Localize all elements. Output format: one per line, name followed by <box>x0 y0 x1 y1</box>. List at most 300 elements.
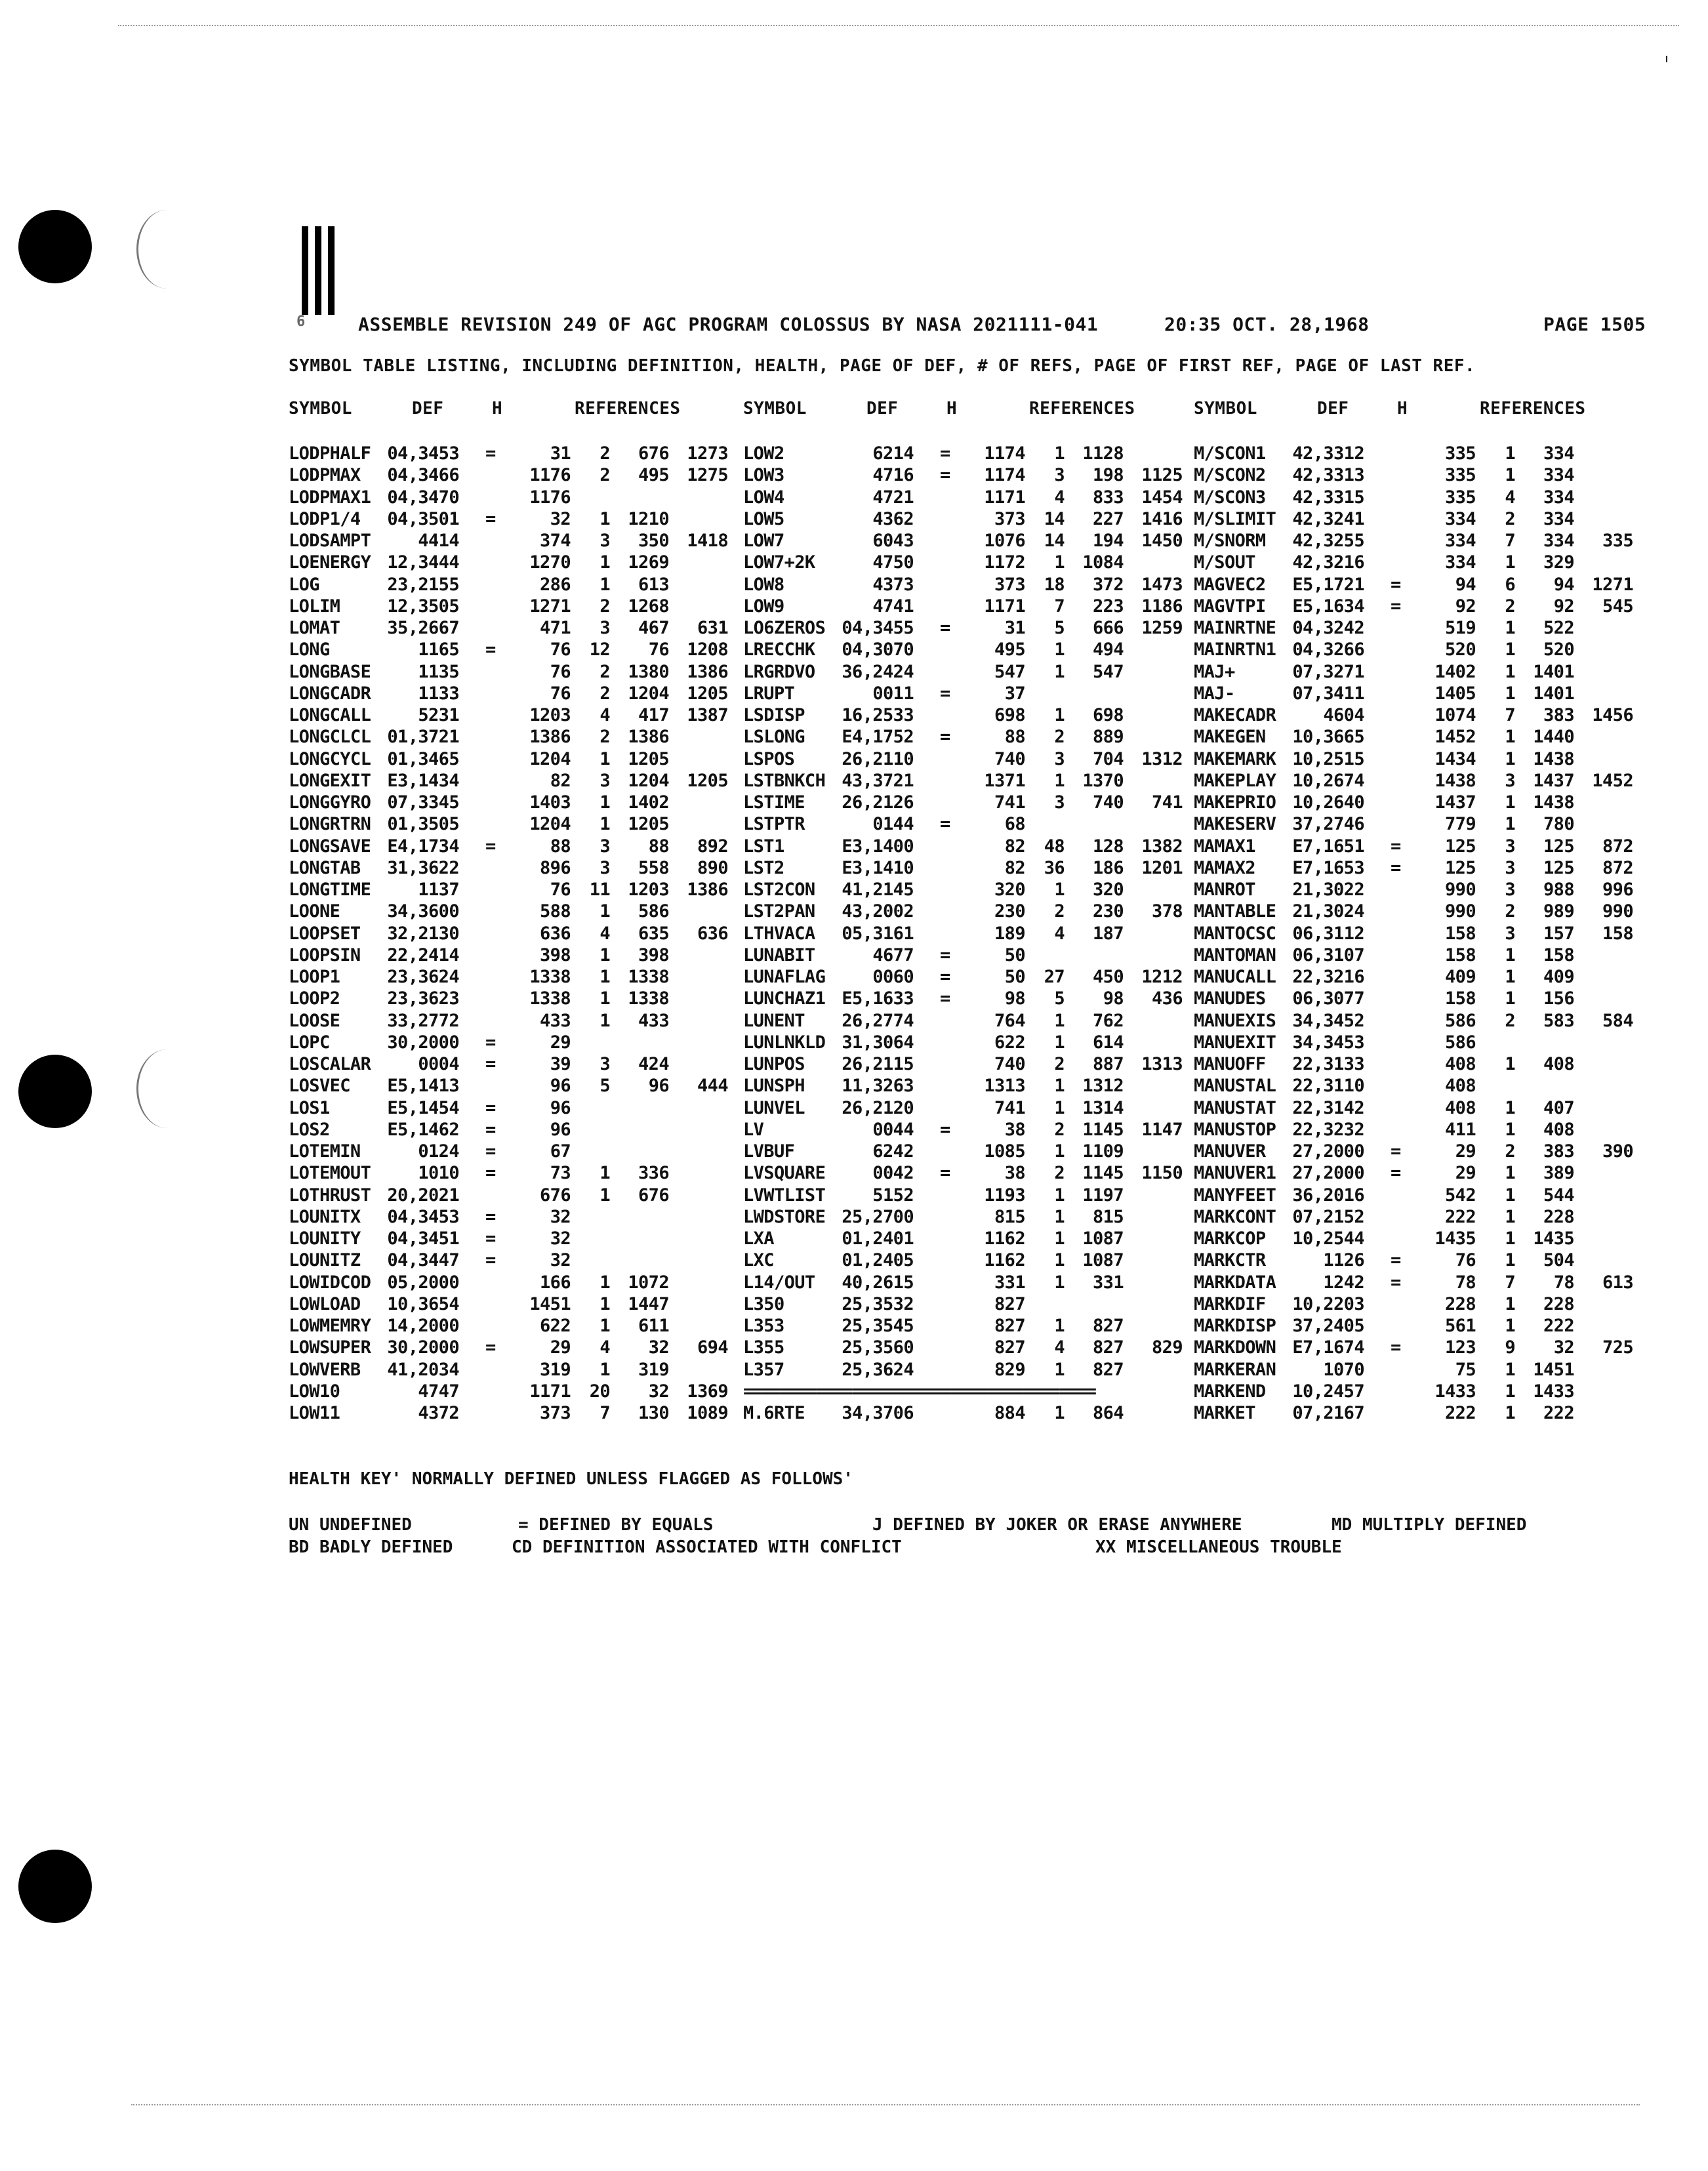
cell-last-ref: 1186 <box>1141 596 1183 617</box>
cell-symbol: LOMAT <box>289 618 340 638</box>
cell-symbol: LOWSUPER <box>289 1337 371 1358</box>
cell-last-ref: 444 <box>697 1076 728 1097</box>
cell-first-ref: 408 <box>1543 1054 1574 1074</box>
col-header-symbol-1: SYMBOL <box>289 399 352 418</box>
cell-page: 29 <box>550 1337 571 1358</box>
cell-page: 622 <box>994 1032 1025 1053</box>
cell-first-ref: 320 <box>1093 880 1124 900</box>
table-row <box>289 1360 1699 1381</box>
cell-symbol: MAKEPRIO <box>1194 792 1276 813</box>
cell-page: 78 <box>1455 1272 1476 1293</box>
cell-first-ref: 1380 <box>628 661 669 682</box>
cell-page: 29 <box>1455 1163 1476 1184</box>
cell-page: 829 <box>994 1359 1025 1380</box>
cell-symbol: LODPMAX1 <box>289 487 371 508</box>
cell-def: 4373 <box>872 574 914 595</box>
cell-symbol: LST1 <box>743 836 784 857</box>
cell-page: 96 <box>550 1076 571 1097</box>
cell-page: 82 <box>1004 857 1025 878</box>
cell-symbol: LUNSPH <box>743 1076 805 1097</box>
cell-page: 1204 <box>529 814 571 835</box>
table-row <box>289 683 1699 704</box>
cell-first-ref: 1438 <box>1533 792 1574 813</box>
cell-symbol: LOOP1 <box>289 967 340 987</box>
cell-last-ref: 1312 <box>1141 748 1183 769</box>
cell-first-ref: 613 <box>638 574 669 595</box>
cell-symbol: MANUVER1 <box>1194 1163 1276 1184</box>
cell-last-ref: 1271 <box>1592 574 1633 595</box>
cell-symbol: MARKDIF <box>1194 1293 1266 1314</box>
cell-def: 0044 <box>872 1119 914 1140</box>
cell-ref-count: 2 <box>1054 1163 1065 1184</box>
cell-last-ref: 1205 <box>687 683 728 704</box>
cell-symbol: LONGCALL <box>289 705 371 725</box>
cell-first-ref: 32 <box>648 1381 669 1402</box>
cell-health: = <box>485 1141 496 1162</box>
cell-def: E4,1734 <box>387 836 459 857</box>
cell-def: 23,2155 <box>387 574 459 595</box>
cell-first-ref: 504 <box>1543 1250 1574 1271</box>
cell-def: 36,2016 <box>1292 1185 1364 1206</box>
cell-page: 409 <box>1445 967 1476 987</box>
cell-first-ref: 827 <box>1093 1359 1124 1380</box>
cell-symbol: LVSQUARE <box>743 1163 826 1184</box>
cell-def: E5,1721 <box>1292 574 1364 595</box>
cell-first-ref: 156 <box>1543 988 1574 1009</box>
cell-symbol: MANUSTAL <box>1194 1076 1276 1097</box>
cell-ref-count: 1 <box>1054 705 1065 725</box>
cell-first-ref: 334 <box>1543 508 1574 529</box>
cell-symbol: LOW4 <box>743 487 784 508</box>
cell-def: 37,2405 <box>1292 1316 1364 1336</box>
cell-health: = <box>940 1119 950 1140</box>
cell-symbol: MANTOCSC <box>1194 923 1276 944</box>
cell-ref-count: 2 <box>600 661 610 682</box>
cell-page: 1076 <box>984 531 1025 551</box>
cell-page: 50 <box>1004 944 1025 965</box>
table-row <box>289 1163 1699 1184</box>
cell-first-ref: 223 <box>1093 596 1124 617</box>
cell-page: 1386 <box>529 727 571 748</box>
cell-ref-count: 1 <box>1054 770 1065 791</box>
table-row <box>289 1076 1699 1097</box>
table-row <box>289 618 1699 639</box>
cell-symbol: LOOSE <box>289 1010 340 1031</box>
cell-symbol: LOW8 <box>743 574 784 595</box>
cell-first-ref: 230 <box>1093 901 1124 922</box>
cell-ref-count: 1 <box>600 792 610 813</box>
cell-def: 04,3451 <box>387 1228 459 1249</box>
cell-last-ref: 1386 <box>687 880 728 900</box>
cell-ref-count: 36 <box>1044 857 1065 878</box>
cell-symbol: LUNCHAZ1 <box>743 988 826 1009</box>
cell-page: 1435 <box>1434 1228 1476 1249</box>
table-row <box>289 1316 1699 1337</box>
table-row <box>289 727 1699 748</box>
cell-last-ref: 990 <box>1602 901 1633 922</box>
cell-symbol: MAMAX1 <box>1194 836 1255 857</box>
cell-health: = <box>485 1206 496 1227</box>
cell-symbol: MANROT <box>1194 880 1255 900</box>
cell-symbol: MARKDISP <box>1194 1316 1276 1336</box>
cell-symbol: LOS2 <box>289 1119 330 1140</box>
cell-last-ref: 390 <box>1602 1141 1633 1162</box>
cell-page: 166 <box>540 1272 571 1293</box>
cell-first-ref: 198 <box>1093 465 1124 486</box>
cell-ref-count: 1 <box>1054 1403 1065 1423</box>
cell-symbol: LONGEXIT <box>289 770 371 791</box>
cell-first-ref: 614 <box>1093 1032 1124 1053</box>
col-header-references-2: REFERENCES <box>1029 399 1135 418</box>
cell-first-ref: 989 <box>1543 901 1574 922</box>
cell-health: = <box>485 1032 496 1053</box>
cell-ref-count: 1 <box>600 508 610 529</box>
cell-first-ref: 128 <box>1093 836 1124 857</box>
cell-page: 319 <box>540 1359 571 1380</box>
cell-symbol: LONGCADR <box>289 683 371 704</box>
cell-page: 740 <box>994 748 1025 769</box>
cell-symbol: LONGGYRO <box>289 792 371 813</box>
cell-health: = <box>940 967 950 987</box>
cell-ref-count: 3 <box>1054 748 1065 769</box>
cell-ref-count: 3 <box>600 1054 610 1074</box>
cell-health: = <box>485 1119 496 1140</box>
cell-def: 25,3532 <box>842 1293 914 1314</box>
cell-ref-count: 1 <box>1505 1403 1515 1423</box>
cell-def: 04,3070 <box>842 639 914 660</box>
cell-def: 26,2126 <box>842 792 914 813</box>
cell-symbol: M/SNORM <box>1194 531 1266 551</box>
cell-symbol: LONGCYCL <box>289 748 371 769</box>
cell-last-ref: 1259 <box>1141 618 1183 638</box>
cell-symbol: LOLIM <box>289 596 340 617</box>
cell-page: 39 <box>550 1054 571 1074</box>
cell-ref-count: 1 <box>1505 727 1515 748</box>
cell-page: 76 <box>1455 1250 1476 1271</box>
cell-def: 26,2774 <box>842 1010 914 1031</box>
cell-ref-count: 1 <box>1505 1250 1515 1271</box>
cell-page: 75 <box>1455 1359 1476 1380</box>
cell-ref-count: 1 <box>600 748 610 769</box>
cell-page: 1204 <box>529 748 571 769</box>
cell-first-ref: 94 <box>1553 574 1574 595</box>
cell-first-ref: 494 <box>1093 639 1124 660</box>
cell-symbol: LOS1 <box>289 1097 330 1118</box>
cell-symbol: LST2CON <box>743 880 815 900</box>
cell-health: = <box>940 727 950 748</box>
cell-first-ref: 32 <box>1553 1337 1574 1358</box>
cell-page: 586 <box>1445 1032 1476 1053</box>
table-row <box>289 509 1699 530</box>
cell-page: 334 <box>1445 531 1476 551</box>
cell-symbol: MANUEXIT <box>1194 1032 1276 1053</box>
cell-first-ref: 1205 <box>628 814 669 835</box>
cell-ref-count: 5 <box>1054 618 1065 638</box>
cell-health: = <box>940 443 950 464</box>
cell-def: 4750 <box>872 552 914 573</box>
table-row <box>289 531 1699 552</box>
cell-def: 22,3216 <box>1292 967 1364 987</box>
cell-symbol: LOW10 <box>289 1381 340 1402</box>
cell-def: 41,2034 <box>387 1359 459 1380</box>
cell-first-ref: 495 <box>638 465 669 486</box>
edge-mark <box>1666 56 1667 62</box>
cell-symbol: MARKCTR <box>1194 1250 1266 1271</box>
cell-first-ref: 383 <box>1543 1141 1574 1162</box>
cell-def: 04,3266 <box>1292 639 1364 660</box>
cell-symbol: MAJ- <box>1194 683 1235 704</box>
cell-health: = <box>485 836 496 857</box>
cell-last-ref: 1089 <box>687 1403 728 1423</box>
cell-def: 0144 <box>872 814 914 835</box>
cell-page: 82 <box>1004 836 1025 857</box>
cell-symbol: LRGRDVO <box>743 661 815 682</box>
cell-def: E5,1413 <box>387 1076 459 1097</box>
cell-def: 6043 <box>872 531 914 551</box>
cell-symbol: LOW7+2K <box>743 552 815 573</box>
cell-def: 1010 <box>418 1163 459 1184</box>
cell-symbol: LST2 <box>743 857 784 878</box>
cell-page: 88 <box>550 836 571 857</box>
cell-page: 1203 <box>529 705 571 725</box>
cell-first-ref: 1210 <box>628 508 669 529</box>
cell-first-ref: 433 <box>638 1010 669 1031</box>
table-row <box>289 1141 1699 1162</box>
cell-last-ref: 1387 <box>687 705 728 725</box>
cell-ref-count: 1 <box>1505 1359 1515 1380</box>
table-row <box>289 858 1699 879</box>
cell-def: 07,3271 <box>1292 661 1364 682</box>
cell-symbol: MANUOFF <box>1194 1054 1266 1074</box>
table-row <box>289 771 1699 792</box>
cell-page: 1452 <box>1434 727 1476 748</box>
cell-first-ref: 1205 <box>628 748 669 769</box>
cell-page: 1371 <box>984 770 1025 791</box>
cell-symbol: LONGCLCL <box>289 727 371 748</box>
cell-page: 31 <box>550 443 571 464</box>
cell-def: E4,1752 <box>842 727 914 748</box>
cell-page: 1438 <box>1434 770 1476 791</box>
cell-ref-count: 4 <box>1054 1337 1065 1358</box>
cell-ref-count: 2 <box>1505 901 1515 922</box>
cell-ref-count: 1 <box>1054 1272 1065 1293</box>
cell-symbol: MAKEMARK <box>1194 748 1276 769</box>
cell-symbol: LOUNITX <box>289 1206 361 1227</box>
cell-ref-count: 1 <box>1505 465 1515 486</box>
cell-def: 10,2457 <box>1292 1381 1364 1402</box>
cell-def: 1126 <box>1323 1250 1364 1271</box>
table-row <box>289 988 1699 1009</box>
cell-page: 158 <box>1445 944 1476 965</box>
cell-last-ref: 1150 <box>1141 1163 1183 1184</box>
cell-ref-count: 1 <box>1505 988 1515 1009</box>
cell-page: 50 <box>1004 967 1025 987</box>
cell-first-ref: 1312 <box>1082 1076 1124 1097</box>
cell-page: 519 <box>1445 618 1476 638</box>
cell-ref-count: 1 <box>1054 1097 1065 1118</box>
table-row <box>289 1098 1699 1119</box>
cell-page: 411 <box>1445 1119 1476 1140</box>
cell-def: 5152 <box>872 1185 914 1206</box>
table-row <box>289 749 1699 770</box>
cell-last-ref: 1386 <box>687 661 728 682</box>
cell-ref-count: 1 <box>600 552 610 573</box>
cell-def: 42,3255 <box>1292 531 1364 551</box>
cell-def: 4716 <box>872 465 914 486</box>
cell-page: 335 <box>1445 465 1476 486</box>
cell-first-ref: 334 <box>1543 443 1574 464</box>
cell-ref-count: 1 <box>600 1010 610 1031</box>
col-header-references-3: REFERENCES <box>1480 399 1586 418</box>
cell-ref-count: 2 <box>600 465 610 486</box>
cell-ref-count: 1 <box>1505 748 1515 769</box>
cell-page: 158 <box>1445 988 1476 1009</box>
cell-ref-count: 4 <box>1505 487 1515 508</box>
cell-health: = <box>1391 1272 1401 1293</box>
cell-page: 622 <box>540 1316 571 1336</box>
cell-ref-count: 1 <box>1505 443 1515 464</box>
cell-def: 43,3721 <box>842 770 914 791</box>
cell-ref-count: 3 <box>1054 792 1065 813</box>
cell-ref-count: 1 <box>1505 1293 1515 1314</box>
cell-def: 23,3623 <box>387 988 459 1009</box>
health-key-bd: BD BADLY DEFINED <box>289 1537 453 1557</box>
cell-ref-count: 1 <box>1054 552 1065 573</box>
cell-page: 68 <box>1004 814 1025 835</box>
cell-page: 38 <box>1004 1163 1025 1184</box>
cell-def: 11,3263 <box>842 1076 914 1097</box>
cell-symbol: LSDISP <box>743 705 805 725</box>
cell-def: 06,3107 <box>1292 944 1364 965</box>
cell-symbol: M/SLIMIT <box>1194 508 1276 529</box>
cell-ref-count: 1 <box>1505 1054 1515 1074</box>
cell-symbol: LVWTLIST <box>743 1185 826 1206</box>
cell-symbol: MARKDATA <box>1194 1272 1276 1293</box>
cell-ref-count: 4 <box>1054 487 1065 508</box>
cell-def: 34,3453 <box>1292 1032 1364 1053</box>
cell-ref-count: 1 <box>1505 1228 1515 1249</box>
cell-symbol: L353 <box>743 1316 784 1336</box>
cell-last-ref: 872 <box>1602 857 1633 878</box>
cell-def: 25,3560 <box>842 1337 914 1358</box>
health-key-xx: XX MISCELLANEOUS TROUBLE <box>1095 1537 1342 1557</box>
cell-ref-count: 3 <box>1054 465 1065 486</box>
cell-first-ref: 334 <box>1543 531 1574 551</box>
cell-symbol: MAGVEC2 <box>1194 574 1266 595</box>
cell-first-ref: 186 <box>1093 857 1124 878</box>
cell-page: 38 <box>1004 1119 1025 1140</box>
cell-ref-count: 1 <box>1505 1119 1515 1140</box>
cell-page: 1193 <box>984 1185 1025 1206</box>
table-row <box>289 639 1699 660</box>
cell-first-ref: 833 <box>1093 487 1124 508</box>
cell-first-ref: 887 <box>1093 1054 1124 1074</box>
cell-page: 1270 <box>529 552 571 573</box>
health-key-equals: = DEFINED BY EQUALS <box>518 1515 714 1535</box>
cell-symbol: LOENERGY <box>289 552 371 573</box>
cell-first-ref: 522 <box>1543 618 1574 638</box>
cell-page: 698 <box>994 705 1025 725</box>
cell-symbol: LODSAMPT <box>289 531 371 551</box>
cell-health: = <box>485 1250 496 1271</box>
cell-def: 21,3024 <box>1292 901 1364 922</box>
cell-symbol: MARKDOWN <box>1194 1337 1276 1358</box>
cell-symbol: LONGRTRN <box>289 814 371 835</box>
cell-first-ref: 1338 <box>628 967 669 987</box>
cell-page: 896 <box>540 857 571 878</box>
cell-last-ref: 1205 <box>687 770 728 791</box>
cell-ref-count: 1 <box>1054 1185 1065 1206</box>
cell-health: = <box>485 1337 496 1358</box>
cell-symbol: MAINRTN1 <box>1194 639 1276 660</box>
cell-symbol: LOW11 <box>289 1403 340 1423</box>
cell-def: E7,1653 <box>1292 857 1364 878</box>
cell-ref-count: 3 <box>1505 880 1515 900</box>
cell-ref-count: 3 <box>600 531 610 551</box>
cell-symbol: L14/OUT <box>743 1272 815 1293</box>
cell-symbol: LOOPSET <box>289 923 361 944</box>
cell-symbol: LOWIDCOD <box>289 1272 371 1293</box>
table-row <box>289 1011 1699 1032</box>
col-header-h-1: H <box>492 399 503 418</box>
cell-ref-count: 1 <box>1505 944 1515 965</box>
cell-def: 04,3453 <box>387 1206 459 1227</box>
cell-page: 32 <box>550 1206 571 1227</box>
cell-def: E3,1434 <box>387 770 459 791</box>
cell-last-ref: 741 <box>1152 792 1183 813</box>
cell-def: 4677 <box>872 944 914 965</box>
cell-def: 05,3161 <box>842 923 914 944</box>
cell-first-ref: 1437 <box>1533 770 1574 791</box>
table-row <box>289 1272 1699 1293</box>
cell-health: = <box>940 988 950 1009</box>
cell-page: 471 <box>540 618 571 638</box>
cell-def: 10,2674 <box>1292 770 1364 791</box>
cell-def: 10,3654 <box>387 1293 459 1314</box>
cell-symbol: LODPMAX <box>289 465 361 486</box>
cell-page: 76 <box>550 880 571 900</box>
cell-ref-count: 3 <box>1505 770 1515 791</box>
col-header-def-2: DEF <box>866 399 899 418</box>
cell-ref-count: 1 <box>1054 1032 1065 1053</box>
cell-health: = <box>485 1163 496 1184</box>
health-key-un: UN UNDEFINED <box>289 1515 412 1535</box>
cell-ref-count: 1 <box>1054 1316 1065 1336</box>
cell-ref-count: 3 <box>1505 836 1515 857</box>
cell-page: 764 <box>994 1010 1025 1031</box>
cell-first-ref: 558 <box>638 857 669 878</box>
cell-def: 04,3455 <box>842 618 914 638</box>
cell-ref-count: 1 <box>600 1163 610 1184</box>
table-row <box>289 1294 1699 1315</box>
cell-def: 01,2401 <box>842 1228 914 1249</box>
cell-first-ref: 383 <box>1543 705 1574 725</box>
cell-def: 10,2203 <box>1292 1293 1364 1314</box>
table-row <box>289 1054 1699 1075</box>
cell-first-ref: 1435 <box>1533 1228 1574 1249</box>
table-row <box>289 1250 1699 1271</box>
cell-def: 41,2145 <box>842 880 914 900</box>
cell-first-ref: 827 <box>1093 1316 1124 1336</box>
cell-ref-count: 1 <box>1505 1206 1515 1227</box>
cell-first-ref: 450 <box>1093 967 1124 987</box>
cell-page: 222 <box>1445 1206 1476 1227</box>
table-row <box>289 662 1699 683</box>
cell-symbol: LOUNITY <box>289 1228 361 1249</box>
cell-page: 495 <box>994 639 1025 660</box>
cell-def: 05,2000 <box>387 1272 459 1293</box>
cell-symbol: LOW2 <box>743 443 784 464</box>
